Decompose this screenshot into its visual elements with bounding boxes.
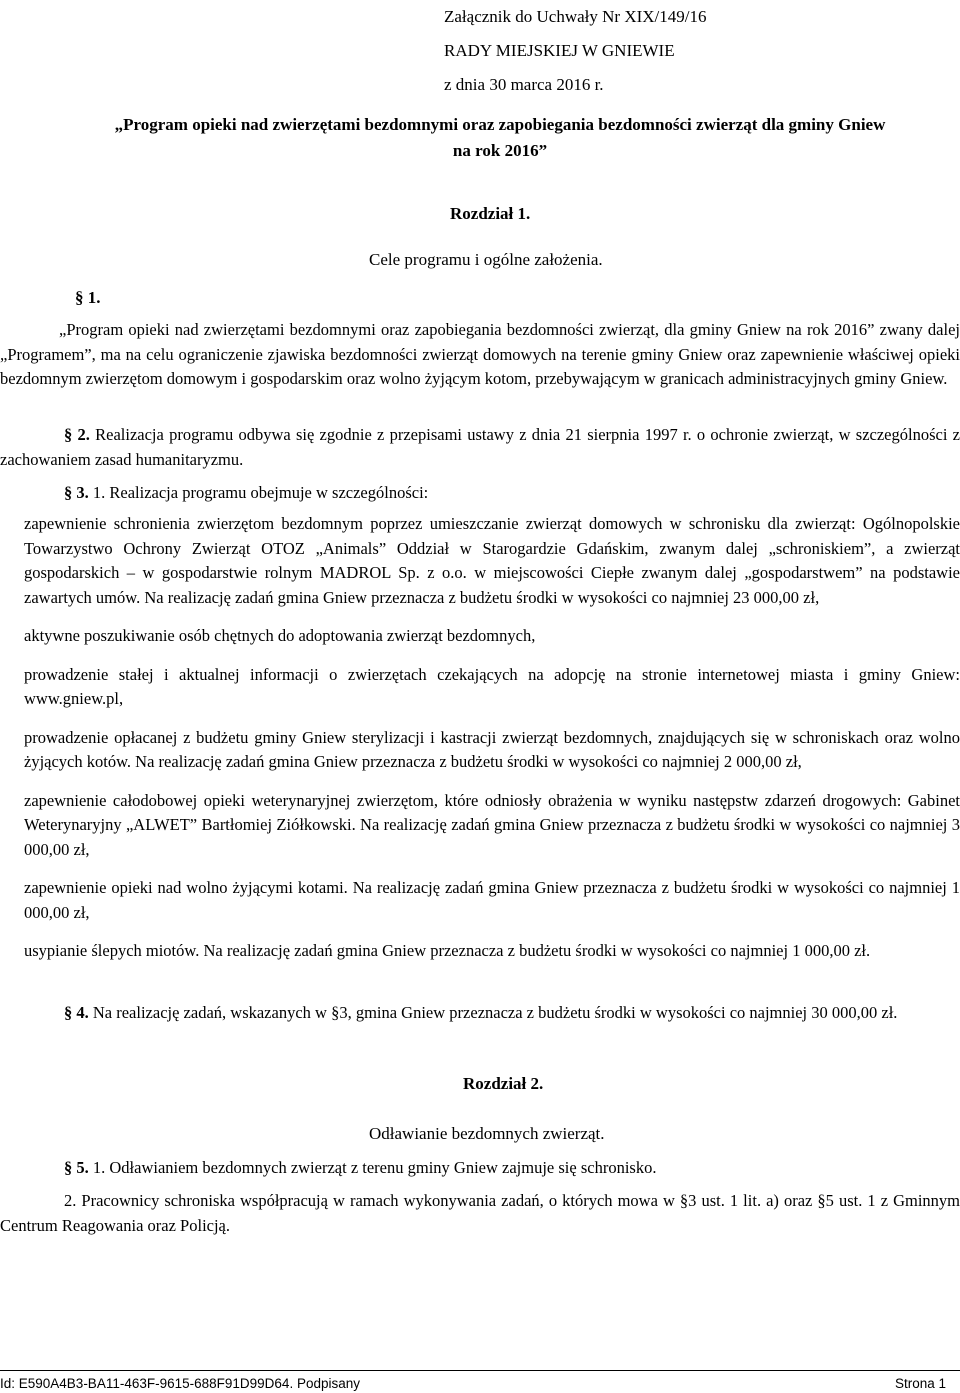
paragraph-5-item-2: 2. Pracownicy schroniska współpracują w ramach wykonywania zadań, o których mowa w §3 ust. 1 lit. a) oraz §5 ust. 1 z Gminnym Centrum Reagowania oraz Policją.: [0, 1191, 960, 1235]
chapter-1-subheading: Cele programu i ogólne założenia.: [369, 250, 603, 269]
header-line-1: Załącznik do Uchwały Nr XIX/149/16: [444, 7, 707, 26]
list-item: zapewnienie całodobowej opieki weterynaryjnej zwierzętom, które odniosły obrażenia w wyniku następstw zdarzeń drogowych: Gabinet Weterynaryjny „ALWET” Bartłomiej Ziółkowski. Na realizację zadań gmina Gniew przeznacza z budżetu środki w wysokości co najmniej 3 000,00 zł,: [24, 790, 960, 859]
footer-divider: [0, 1370, 960, 1371]
paragraph-2-number: § 2.: [64, 425, 90, 444]
title-line-1: „Program opieki nad zwierzętami bezdomnymi oraz zapobiegania bezdomności zwierząt dla gminy Gniew: [114, 115, 886, 134]
list-item: zapewnienie opieki nad wolno żyjącymi kotami. Na realizację zadań gmina Gniew przeznacza z budżetu środki w wysokości co najmniej 1 000,00 zł,: [24, 878, 960, 922]
document-title: [40, 112, 960, 164]
list-item: prowadzenie opłacanej z budżetu gminy Gniew sterylizacji i kastracji zwierząt bezdomnych, znajdujących się w schroniskach oraz wolno żyjących kotów. Na realizację zadań gmina Gniew przeznacza z budżetu środki w wysokości co najmniej 2 000,00 zł,: [24, 727, 960, 771]
chapter-1-heading: Rozdział 1.: [450, 204, 531, 223]
document-id: Id: E590A4B3-BA11-463F-9615-688F91D99D64. Podpisany: [0, 1376, 360, 1391]
paragraph-5-number: § 5.: [64, 1158, 89, 1177]
paragraph-4-text: Na realizację zadań, wskazanych w §3, gmina Gniew przeznacza z budżetu środki w wysokości co najmniej 30 000,00 zł.: [88, 1003, 898, 1022]
task-list: [0, 512, 960, 978]
section-sign: §: [75, 288, 88, 307]
paragraph-1: „Program opieki nad zwierzętami bezdomnymi oraz zapobiegania bezdomności zwierząt, dla gminy Gniew na rok 2016” zwany dalej „Programem”, ma na celu ograniczenie zjawiska bezdomności zwierząt domowych na terenie gminy Gniew oraz zapewnienie właściwej opieki bezdomnym zwierzętom domowym i gospodarskim oraz wolno żyjącym kotom, przebywającym w granicach administracyjnych gminy Gniew.: [0, 320, 960, 388]
list-item: zapewnienie schronienia zwierzętom bezdomnym poprzez umieszczanie zwierząt domowych w schronisku dla zwierząt: Ogólnopolskie Towarzystwo Ochrony Zwierząt OTOZ „Animals” Oddział w Starogardzie Gdańskim, zwanym dalej „schroniskiem”, a zwierząt gospodarskich – w gospodarstwie rolnym MADROL Sp. z o.o. w miejscowości Ciepłe zwanym dalej „gospodarstwem” na podstawie zawartych umów. Na realizację zadań gmina Gniew przeznacza z budżetu środki w wysokości co najmniej 23 000,00 zł,: [24, 514, 960, 607]
paragraph-5: [64, 1156, 656, 1179]
paragraph-3-number: § 3.: [64, 483, 89, 502]
paragraph-4-number: § 4.: [64, 1003, 89, 1022]
title-line-2: na rok 2016”: [452, 141, 548, 160]
paragraph-5-text: 1. Odławianiem bezdomnych zwierząt z terenu gminy Gniew zajmuje się schronisko.: [88, 1158, 657, 1177]
list-item: prowadzenie stałej i aktualnej informacji o zwierzętach czekających na adopcję na stronie internetowej miasta i gminy Gniew: www.gniew.pl,: [24, 664, 960, 708]
list-item: usypianie ślepych miotów. Na realizację zadań gmina Gniew przeznacza z budżetu środki w wysokości co najmniej 1 000,00 zł.: [24, 941, 871, 960]
paragraph-2: [0, 423, 960, 472]
page-number: Strona 1: [894, 1376, 946, 1391]
paragraph-3: [64, 481, 428, 504]
list-item: aktywne poszukiwanie osób chętnych do adoptowania zwierząt bezdomnych,: [24, 626, 536, 645]
header-line-3: z dnia 30 marca 2016 r.: [444, 75, 604, 94]
paragraph-3-text: 1. Realizacja programu obejmuje w szczególności:: [88, 483, 429, 502]
chapter-2-heading: Rozdział 2.: [463, 1074, 544, 1093]
page-footer: [0, 1374, 960, 1393]
chapter-2-subheading: Odławianie bezdomnych zwierząt.: [369, 1124, 605, 1143]
paragraph-1-number: § 1.: [75, 288, 101, 307]
paragraph-2-text: Realizacja programu odbywa się zgodnie z przepisami ustawy z dnia 21 sierpnia 1997 r. o ochronie zwierząt, w szczególności z zachowaniem zasad humanitaryzmu.: [0, 425, 960, 469]
resolution-header: [444, 0, 706, 102]
paragraph-4: [0, 1001, 960, 1026]
header-line-2: RADY MIEJSKIEJ W GNIEWIE: [444, 41, 675, 60]
